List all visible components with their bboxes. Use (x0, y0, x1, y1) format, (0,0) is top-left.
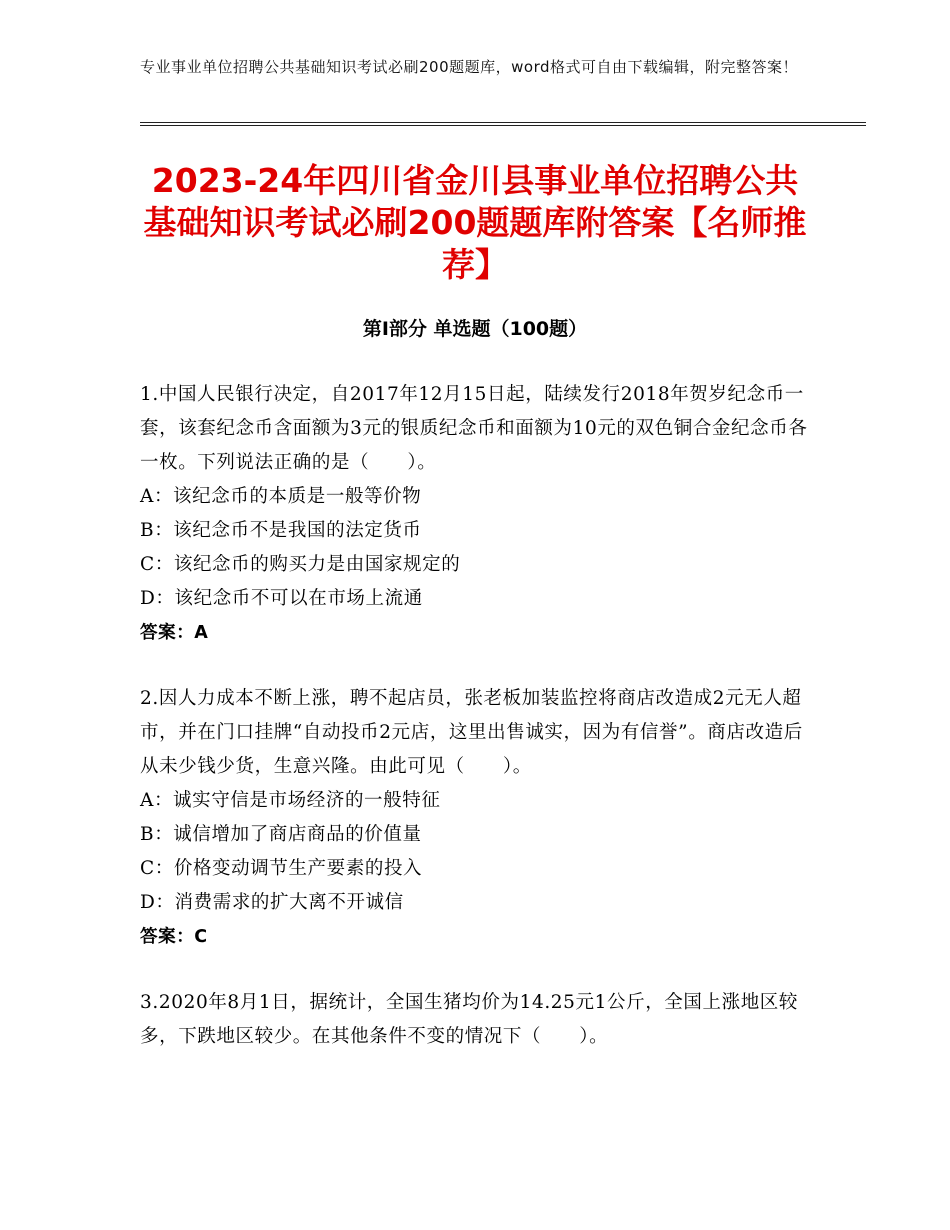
question-stem: 3.2020年8月1日，据统计，全国生猪均价为14.25元1公斤，全国上涨地区较多，下跌地区较少。在其他条件不变的情况下（ ）。 (140, 992, 799, 1047)
answer: 答案：C (140, 927, 208, 947)
question-3 (140, 986, 812, 1054)
question-list (140, 378, 812, 1086)
answer: 答案：A (140, 623, 209, 643)
option-b: B：诚信增加了商店商品的价值量 (140, 824, 422, 845)
header-divider-secondary (140, 125, 866, 126)
header-note: 专业事业单位招聘公共基础知识考试必刷200题题库，word格式可自由下载编辑，附完整答案！ (140, 58, 799, 76)
option-a: A：诚实守信是市场经济的一般特征 (140, 790, 441, 811)
option-d: D：消费需求的扩大离不开诚信 (140, 892, 404, 913)
question-1 (140, 378, 812, 650)
question-stem: 2.因人力成本不断上涨，聘不起店员，张老板加装监控将商店改造成2元无人超市，并在门口挂牌“自动投币2元店，这里出售诚实，因为有信誉”。商店改造后从未少钱少货，生意兴隆。由此可见（ ）。 (140, 688, 803, 777)
section-title: 第Ⅰ部分 单选题（100题） (362, 318, 588, 340)
option-c: C：该纪念币的购买力是由国家规定的 (140, 554, 461, 575)
option-a: A：该纪念币的本质是一般等价物 (140, 486, 422, 507)
question-2 (140, 682, 812, 954)
option-c: C：价格变动调节生产要素的投入 (140, 858, 423, 879)
question-stem: 1.中国人民银行决定，自2017年12月15日起，陆续发行2018年贺岁纪念币一套，该套纪念币含面额为3元的银质纪念币和面额为10元的双色铜合金纪念币各一枚。下列说法正确的是（ ）。 (140, 384, 808, 473)
option-d: D：该纪念币不可以在市场上流通 (140, 588, 423, 609)
option-b: B：该纪念币不是我国的法定货币 (140, 520, 422, 541)
document-title: 2023-24年四川省金川县事业单位招聘公共基础知识考试必刷200题题库附答案【名师推荐】 (143, 161, 807, 284)
header-divider (140, 122, 866, 123)
